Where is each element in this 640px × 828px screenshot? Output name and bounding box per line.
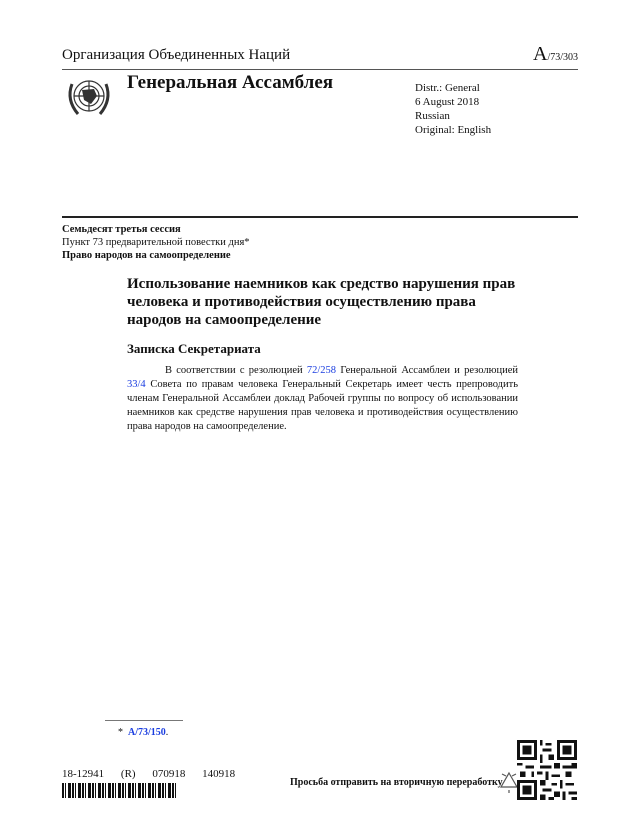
organ-name: Генеральная Ассамблея (127, 72, 334, 93)
agenda-topic: Право народов на самоопределение (62, 250, 231, 261)
paragraph-text: Генеральной Ассамблеи и резолюцией (336, 365, 518, 376)
thick-divider (62, 216, 578, 218)
footnote-divider (105, 720, 183, 721)
symbol-main: A (532, 43, 548, 65)
distribution-block (415, 81, 491, 137)
body-paragraph (127, 364, 518, 434)
symbol-suffix: /73/303 (547, 52, 578, 63)
session-block (62, 223, 250, 262)
qr-code (515, 740, 579, 800)
language-line: Russian (415, 110, 450, 122)
agenda-item: Пункт 73 предварительной повестки дня* (62, 237, 250, 248)
un-emblem-icon (64, 72, 114, 122)
footnote-end: . (165, 727, 169, 738)
document-number: 18-12941 (R) 070918 140918 (62, 768, 236, 780)
paragraph-text: В соответствии с резолюцией (165, 365, 307, 376)
footnote-marker: * (118, 727, 123, 738)
organization-name: Организация Объединенных Наций (62, 47, 291, 63)
resolution-link-33-4[interactable]: 33/4 (127, 379, 146, 390)
date-line: 6 August 2018 (415, 96, 480, 108)
document-symbol (533, 43, 578, 66)
document-title: Использование наемников как средство нарушения прав человека и противодействия осуществлению права народов на самоопределение (127, 276, 516, 328)
footnote (118, 727, 168, 738)
note-heading: Записка Секретариата (127, 341, 261, 356)
session-name: Семьдесят третья сессия (62, 224, 181, 235)
resolution-link-72-258[interactable]: 72/258 (306, 365, 337, 376)
barcode (62, 783, 177, 798)
original-line: Original: English (415, 124, 492, 136)
header-divider (62, 69, 578, 70)
footnote-link[interactable]: A/73/150 (128, 727, 166, 738)
distr-line: Distr.: General (415, 82, 480, 94)
paragraph-text: Совета по правам человека Генеральный Секретарь имеет честь препроводить членам Генеральной Ассамблеи доклад Рабочей группы по вопросу об использовании наемников как средстве нарушения прав человека и противодействия осуществлению права народов на самоопределение. (127, 379, 518, 432)
recycle-text: Просьба отправить на вторичную переработку (290, 777, 503, 788)
